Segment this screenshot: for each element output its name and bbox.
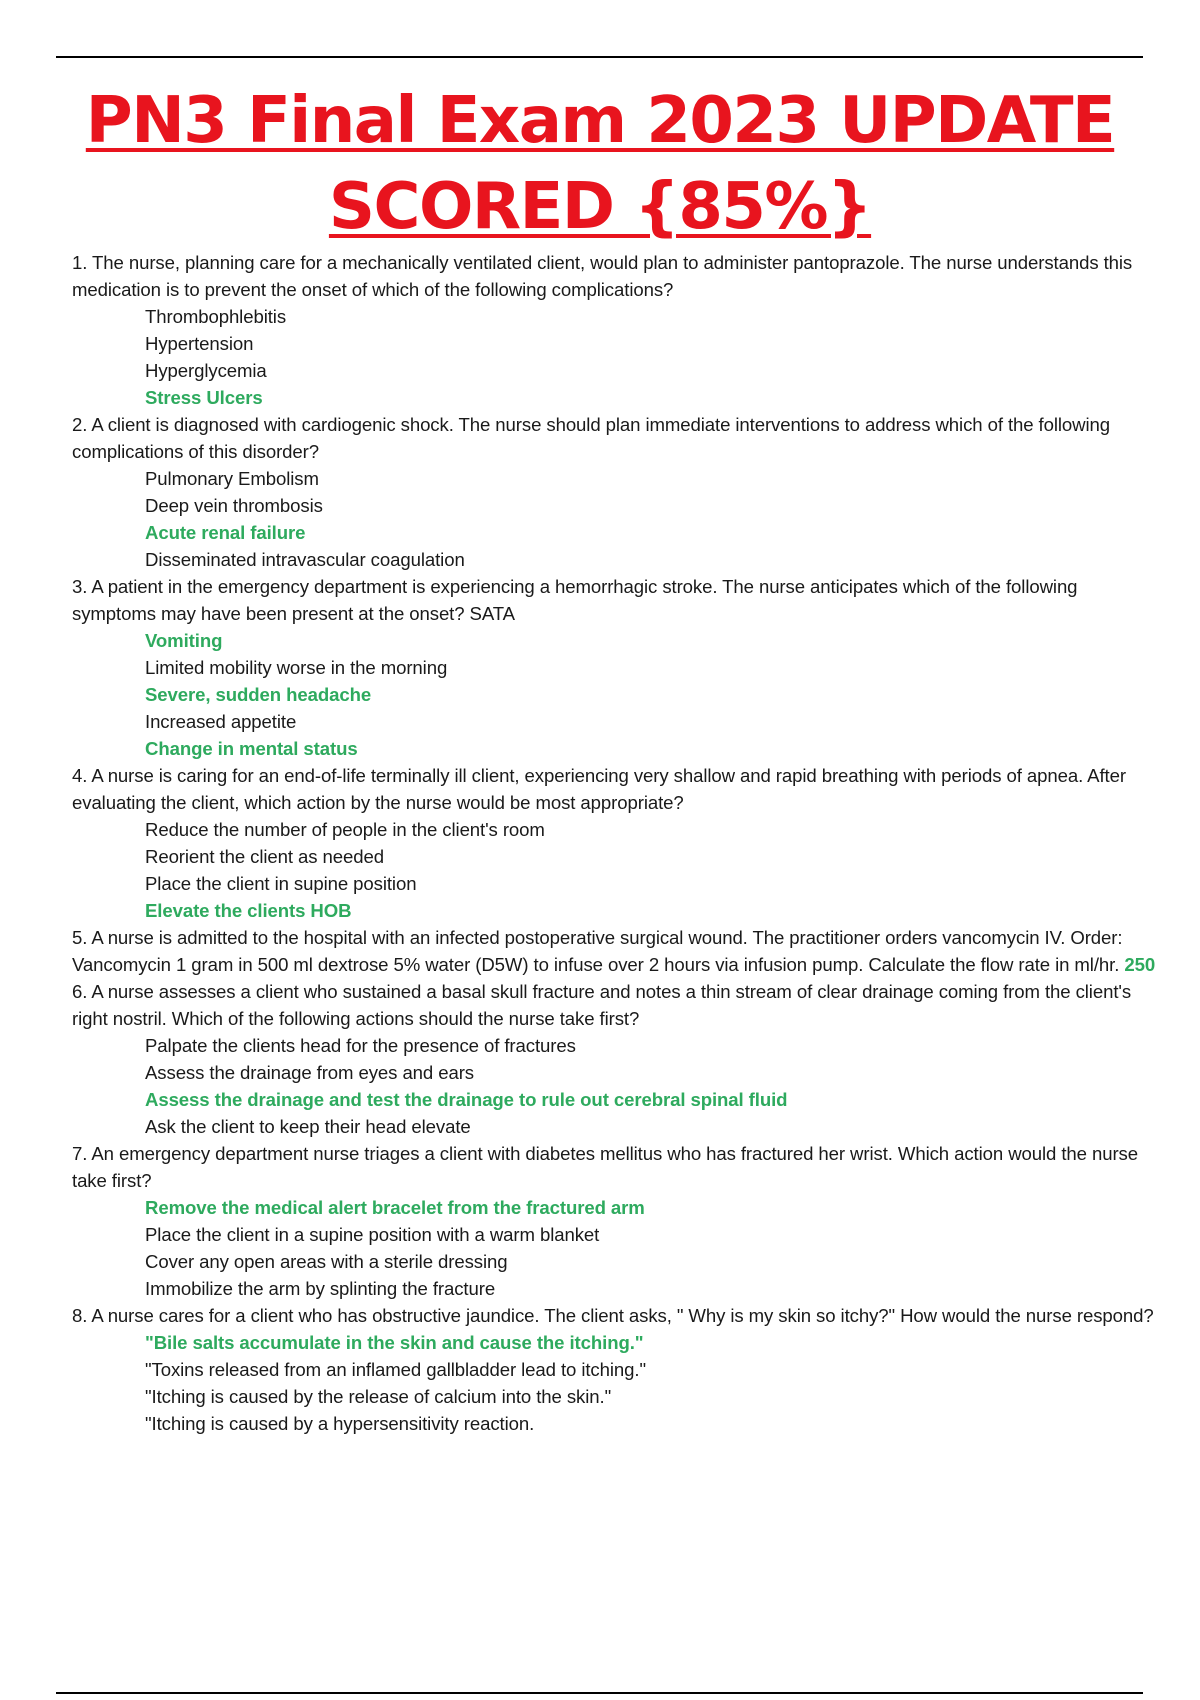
option: "Itching is caused by the release of calcium into the skin." — [145, 1386, 612, 1407]
question-text: 3. A patient in the emergency department is experiencing a hemorrhagic stroke. The nurse anticipates which of the following symptoms may have been present at the onset? SATA — [72, 576, 1078, 624]
title-line-1: PN3 Final Exam 2023 UPDATE — [85, 84, 1115, 158]
option: Assess the drainage from eyes and ears — [145, 1062, 474, 1083]
correct-option: Remove the medical alert bracelet from the fractured arm — [145, 1197, 645, 1218]
option-list — [72, 627, 1164, 762]
option: Ask the client to keep their head elevate — [145, 1116, 471, 1137]
option: Place the client in supine position — [145, 873, 417, 894]
question-8 — [72, 1302, 1164, 1437]
question-7 — [72, 1140, 1164, 1302]
question-3 — [72, 573, 1164, 762]
option: Hypertension — [145, 333, 254, 354]
question-text-body: 5. A nurse is admitted to the hospital with an infected postoperative surgical wound. The practitioner orders vancomycin IV. Order: Vancomycin 1 gram in 500 ml dextrose 5% water (D5W) to infuse over 2 hours via infusion pump. Calculate the flow rate in ml/hr. — [72, 927, 1125, 975]
question-4 — [72, 762, 1164, 924]
option-list — [72, 816, 1164, 924]
option: Palpate the clients head for the presence of fractures — [145, 1035, 576, 1056]
correct-option: Acute renal failure — [145, 522, 306, 543]
option: Reorient the client as needed — [145, 846, 384, 867]
correct-option: Change in mental status — [145, 738, 358, 759]
option-list — [72, 1329, 1164, 1437]
question-5 — [72, 924, 1164, 978]
bottom-rule — [56, 1692, 1143, 1694]
question-1 — [72, 249, 1164, 411]
option-list — [72, 303, 1164, 411]
question-text: 7. An emergency department nurse triages a client with diabetes mellitus who has fractured her wrist. Which action would the nurse take first? — [72, 1143, 1138, 1191]
correct-option: "Bile salts accumulate in the skin and cause the itching." — [145, 1332, 644, 1353]
correct-option: Stress Ulcers — [145, 387, 263, 408]
option: Hyperglycemia — [145, 360, 267, 381]
correct-option: Assess the drainage and test the drainage to rule out cerebral spinal fluid — [145, 1089, 788, 1110]
question-6 — [72, 978, 1164, 1140]
question-text: 2. A client is diagnosed with cardiogenic shock. The nurse should plan immediate interventions to address which of the following complications of this disorder? — [72, 414, 1111, 462]
correct-option: Vomiting — [145, 630, 223, 651]
option: Disseminated intravascular coagulation — [145, 549, 465, 570]
option-list — [72, 465, 1164, 573]
option-list — [72, 1194, 1164, 1302]
question-text: 8. A nurse cares for a client who has obstructive jaundice. The client asks, " Why is my skin so itchy?" How would the nurse respond? — [72, 1305, 1154, 1326]
correct-option: Severe, sudden headache — [145, 684, 372, 705]
title-line-2: SCORED {85%} — [328, 170, 872, 244]
question-text: 4. A nurse is caring for an end-of-life terminally ill client, experiencing very shallow and rapid breathing with periods of apnea. After evaluating the client, which action by the nurse would be most appropriate? — [72, 765, 1126, 813]
option: Pulmonary Embolism — [145, 468, 319, 489]
question-text: 6. A nurse assesses a client who sustained a basal skull fracture and notes a thin stream of clear drainage coming from the client's right nostril. Which of the following actions should the nurse take first? — [72, 981, 1132, 1029]
option: "Itching is caused by a hypersensitivity reaction. — [145, 1413, 535, 1434]
option: "Toxins released from an inflamed gallbladder lead to itching." — [145, 1359, 646, 1380]
option: Limited mobility worse in the morning — [145, 657, 448, 678]
correct-answer: 250 — [1124, 954, 1156, 975]
correct-option: Elevate the clients HOB — [145, 900, 352, 921]
option: Reduce the number of people in the client's room — [145, 819, 545, 840]
question-text: 1. The nurse, planning care for a mechanically ventilated client, would plan to administer pantoprazole. The nurse understands this medication is to prevent the onset of which of the following complications? — [72, 252, 1133, 300]
question-text — [72, 924, 1164, 978]
option: Increased appetite — [145, 711, 297, 732]
question-2 — [72, 411, 1164, 573]
top-rule — [56, 56, 1143, 58]
option: Immobilize the arm by splinting the fracture — [145, 1278, 496, 1299]
page-title — [0, 78, 1200, 250]
question-list — [72, 249, 1164, 1437]
option: Place the client in a supine position with a warm blanket — [145, 1224, 600, 1245]
option: Deep vein thrombosis — [145, 495, 323, 516]
option-list — [72, 1032, 1164, 1140]
option: Thrombophlebitis — [145, 306, 287, 327]
option: Cover any open areas with a sterile dressing — [145, 1251, 508, 1272]
